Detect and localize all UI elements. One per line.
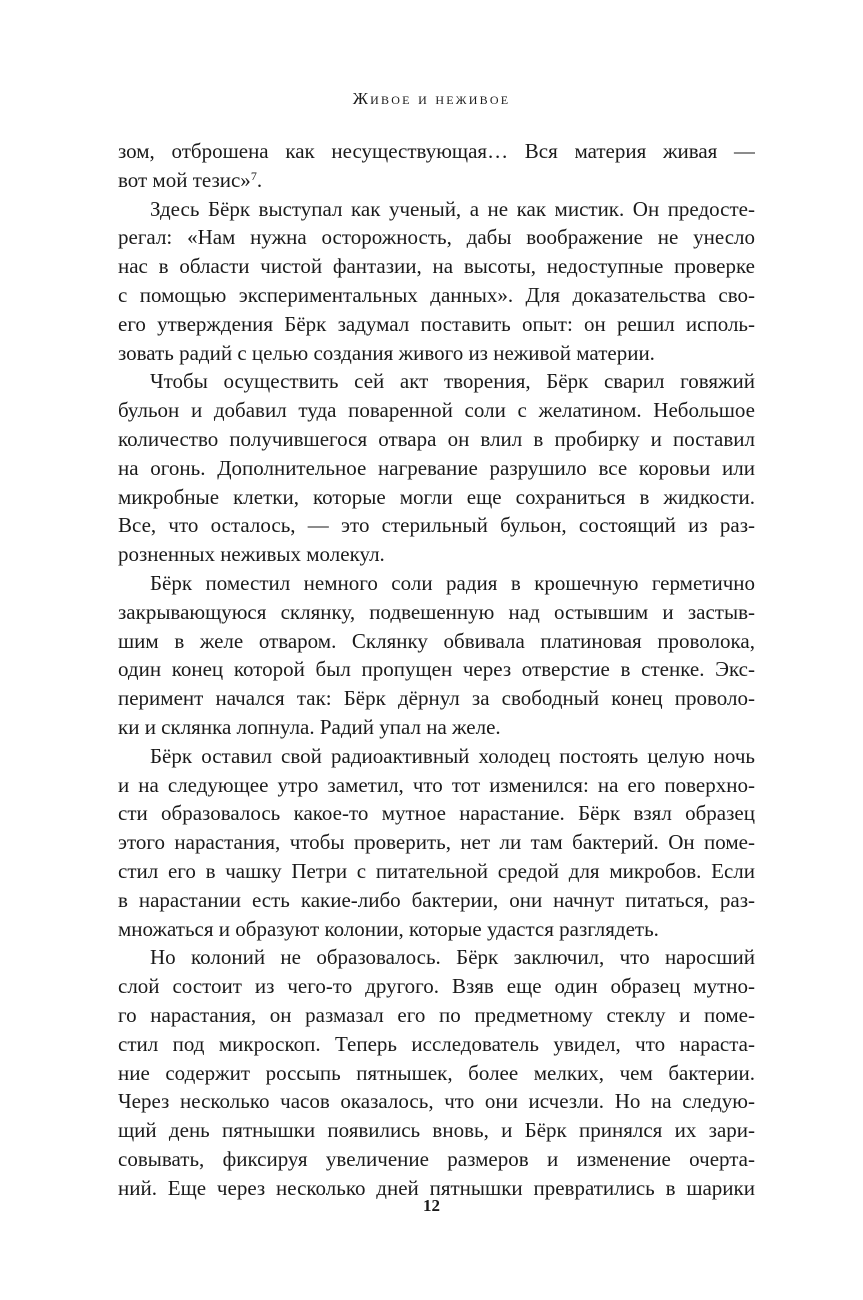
text-line: и на следующее утро заметил, что тот изменился: на его поверхно- — [118, 772, 755, 797]
text-line: количество получившегося отвара он влил в пробирку и поставил — [118, 426, 755, 451]
paragraph-4 — [118, 569, 755, 742]
text-line: зом, отброшена как несуществующая… Вся материя живая — — [118, 139, 755, 163]
text-line: множаться и образуют колонии, которые удастся разглядеть. — [118, 916, 659, 941]
text-line: один конец которой был пропущен через отверстие в стенке. Экс- — [118, 657, 755, 682]
text-line: Бёрк оставил свой радиоактивный холодец постоять целую ночь — [150, 743, 755, 768]
text-line: Все, что осталось, — это стерильный бульон, состоящий из раз- — [118, 513, 755, 538]
text-line: сти образовалось какое-то мутное нарастание. Бёрк взял образец — [118, 801, 755, 826]
text-line: закрывающуюся склянку, подвешенную над остывшим и застыв- — [118, 599, 755, 624]
text-line: стил его в чашку Петри с питательной средой для микробов. Если — [118, 858, 755, 883]
text-line: Здесь Бёрк выступал как ученый, а не как мистик. Он предосте- — [150, 196, 755, 221]
text-line: бульон и добавил туда поваренной соли с желатином. Небольшое — [118, 398, 755, 423]
footnote-reference[interactable]: 7 — [250, 168, 257, 183]
text-line: Но колоний не образовалось. Бёрк заключил, что наросший — [150, 945, 755, 970]
paragraph-6 — [118, 943, 755, 1202]
text-line: совывать, фиксируя увеличение размеров и изменение очерта- — [118, 1146, 755, 1171]
text-line: Бёрк поместил немного соли радия в крошечную герметично — [150, 570, 755, 595]
text-line: ний. Еще через несколько дней пятнышки превратились в шарики — [118, 1175, 755, 1200]
text-line: шим в желе отваром. Склянку обвивала платиновая проволока, — [118, 628, 755, 653]
text-line: слой состоит из чего-то другого. Взяв еще один образец мутно- — [118, 974, 755, 999]
text-line: его утверждения Бёрк задумал поставить опыт: он решил исполь- — [118, 311, 755, 336]
text-line: с помощью экспериментальных данных». Для доказательства сво- — [118, 282, 755, 307]
paragraph-5 — [118, 742, 755, 944]
text-line: перимент начался так: Бёрк дёрнул за свободный конец проволо- — [118, 686, 755, 711]
paragraph-3 — [118, 367, 755, 569]
text-line: регал: «Нам нужна осторожность, дабы воображение не унесло — [118, 225, 755, 250]
text-line: Чтобы осуществить сей акт творения, Бёрк сварил говяжий — [150, 369, 755, 394]
text-segment: . — [256, 167, 263, 192]
text-line: го нарастания, он размазал его по предметному стеклу и поме- — [118, 1002, 755, 1027]
paragraph-2 — [118, 195, 755, 368]
text-line: розненных неживых молекул. — [118, 542, 385, 567]
text-line: стил под микроскоп. Теперь исследователь увидел, что нараста- — [118, 1031, 755, 1056]
text-line — [118, 166, 755, 195]
text-segment: вот мой тезис» — [118, 167, 251, 192]
text-line: микробные клетки, которые могли еще сохраниться в жидкости. — [118, 484, 755, 509]
page-number: 12 — [423, 1196, 440, 1215]
running-head: Живое и неживое — [352, 89, 511, 108]
text-line: зовать радий с целью создания живого из неживой материи. — [118, 340, 655, 365]
paragraph-1 — [118, 137, 755, 195]
text-line: этого нарастания, чтобы проверить, нет ли там бактерий. Он поме- — [118, 830, 755, 855]
text-line: ние содержит россыпь пятнышек, более мелких, чем бактерии. — [118, 1060, 755, 1085]
body-text — [118, 137, 755, 1202]
text-line: в нарастании есть какие-либо бактерии, они начнут питаться, раз- — [118, 887, 755, 912]
text-line: на огонь. Дополнительное нагревание разрушило все коровьи или — [118, 455, 755, 480]
text-line: Через несколько часов оказалось, что они исчезли. Но на следую- — [118, 1089, 755, 1114]
text-line: ки и склянка лопнула. Радий упал на желе. — [118, 714, 501, 739]
text-line: нас в области чистой фантазии, на высоты, недоступные проверке — [118, 254, 755, 279]
text-line: щий день пятнышки появились вновь, и Бёрк принялся их зари- — [118, 1118, 755, 1143]
